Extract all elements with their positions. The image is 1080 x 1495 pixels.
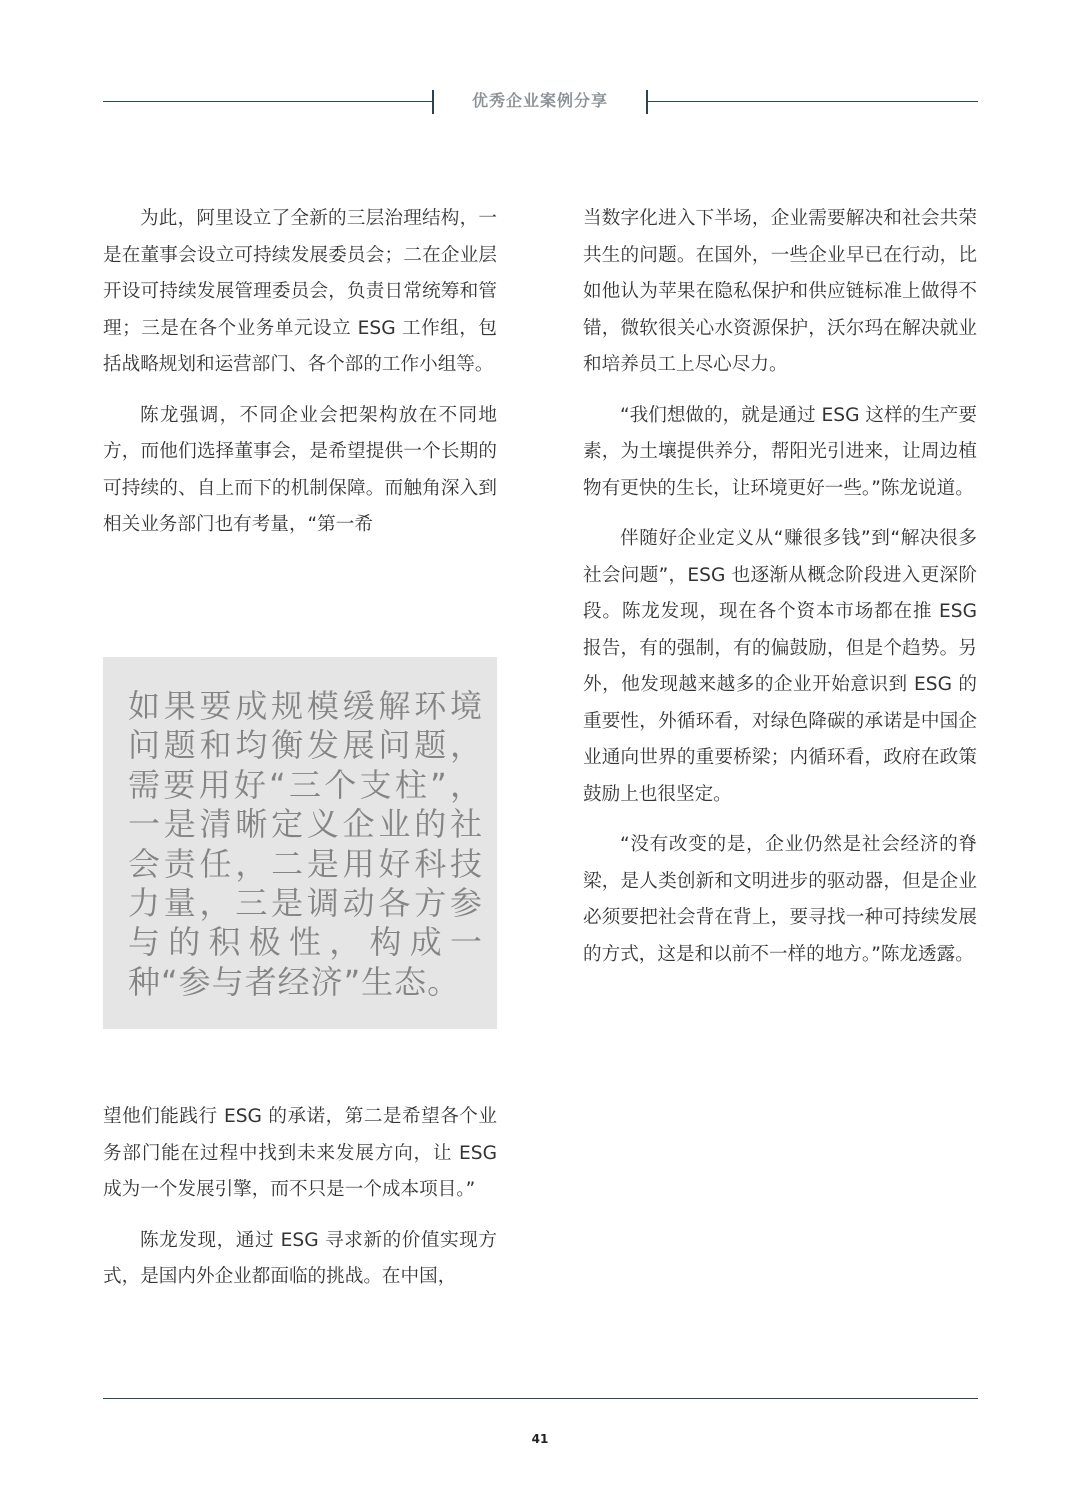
paragraph: 当数字化进入下半场，企业需要解决和社会共荣共生的问题。在国外，一些企业早已在行动，比如他认为苹果在隐私保护和供应链标准上做得不错，微软很关心水资源保护，沃尔玛在解决就业和培养员工上尽心尽力。 (583, 208, 977, 375)
left-column-lower (103, 1099, 497, 1296)
header-rule-right (648, 101, 978, 102)
left-column-upper (103, 201, 497, 544)
page-number: 41 (531, 1432, 549, 1446)
paragraph: “我们想做的，就是通过 ESG 这样的生产要素，为土壤提供养分，帮阳光引进来，让周边植物有更快的生长，让环境更好一些。”陈龙说道。 (583, 404, 977, 499)
right-column (583, 201, 977, 973)
paragraph: “没有改变的是，企业仍然是社会经济的脊梁，是人类创新和文明进步的驱动器，但是企业必须要把社会背在背上，要寻找一种可持续发展的方式，这是和以前不一样的地方。”陈龙透露。 (583, 834, 977, 965)
paragraph: 陈龙发现，通过 ESG 寻求新的价值实现方式，是国内外企业都面临的挑战。在中国， (103, 1229, 497, 1287)
footer-rule (103, 1398, 978, 1399)
paragraph: 伴随好企业定义从“赚很多钱”到“解决很多社会问题”，ESG 也逐渐从概念阶段进入更深阶段。陈龙发现，现在各个资本市场都在推 ESG 报告，有的强制，有的偏鼓励，但是个趋势。另外，他发现越来越多的企业开始意识到 ESG 的重要性，外循环看，对绿色降碳的承诺是中国企业通向世界的重要桥梁；内循环看，政府在政策鼓励上也很坚定。 (583, 528, 977, 805)
pull-quote-box (103, 657, 497, 1029)
header-tick-right (646, 90, 648, 114)
section-title: 优秀企业案例分享 (471, 91, 608, 110)
paragraph: 陈龙强调，不同企业会把架构放在不同地方，而他们选择董事会，是希望提供一个长期的可持续的、自上而下的机制保障。而触角深入到相关业务部门也有考量，“第一希 (103, 404, 497, 535)
paragraph: 为此，阿里设立了全新的三层治理结构，一是在董事会设立可持续发展委员会；二在企业层开设可持续发展管理委员会，负责日常统筹和管理；三是在各个业务单元设立 ESG 工作组，包括战略规划和运营部门、各个部的工作小组等。 (103, 208, 497, 375)
header-rule-left (103, 101, 433, 102)
pull-quote-text: 如果要成规模缓解环境问题和均衡发展问题，需要用好“三个支柱”，一是清晰定义企业的社会责任，二是用好科技力量，三是调动各方参与的积极性，构成一种“参与者经济”生态。 (128, 687, 483, 1001)
paragraph: 望他们能践行 ESG 的承诺，第二是希望各个业务部门能在过程中找到未来发展方向，让 ESG 成为一个发展引擎，而不只是一个成本项目。” (103, 1106, 497, 1200)
